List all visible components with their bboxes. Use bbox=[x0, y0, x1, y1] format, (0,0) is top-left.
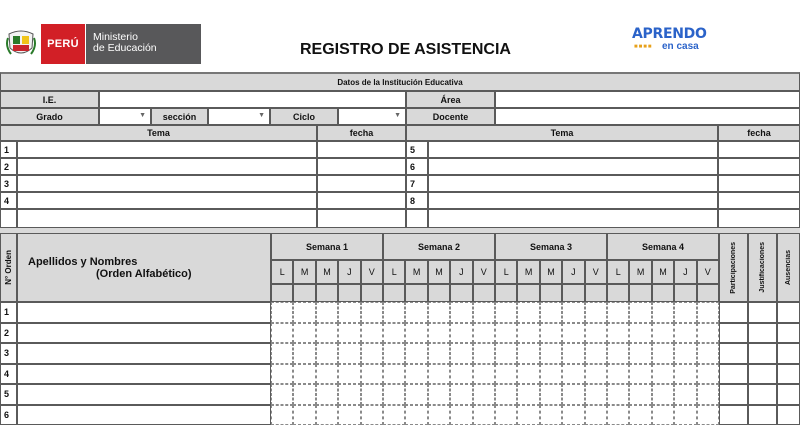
week-header: Semana 4 bbox=[607, 233, 719, 260]
attendance-cell[interactable] bbox=[361, 323, 383, 344]
attendance-cell[interactable] bbox=[697, 343, 719, 364]
attendance-cell[interactable] bbox=[271, 364, 293, 385]
attendance-cell[interactable] bbox=[585, 364, 607, 385]
day-subheader bbox=[383, 284, 405, 302]
attendance-cell[interactable] bbox=[338, 384, 360, 405]
attendance-cell[interactable] bbox=[517, 323, 539, 344]
attendance-cell[interactable] bbox=[450, 343, 472, 364]
attendance-cell[interactable] bbox=[585, 384, 607, 405]
attendance-cell[interactable] bbox=[629, 384, 651, 405]
extra-col-cell[interactable] bbox=[748, 384, 777, 405]
area-field[interactable] bbox=[495, 91, 800, 108]
attendance-cell[interactable] bbox=[540, 364, 562, 385]
attendance-cell[interactable] bbox=[629, 343, 651, 364]
names-label-2: (Orden Alfabético) bbox=[96, 267, 192, 280]
student-name-field[interactable] bbox=[17, 302, 271, 323]
attendance-cell[interactable] bbox=[607, 302, 629, 323]
topic-number-left: 4 bbox=[0, 192, 17, 209]
topic-fecha-right[interactable] bbox=[718, 209, 800, 228]
week-header: Semana 1 bbox=[271, 233, 383, 260]
attendance-cell[interactable] bbox=[271, 384, 293, 405]
topic-tema-right[interactable] bbox=[428, 175, 718, 192]
attendance-cell[interactable] bbox=[652, 364, 674, 385]
attendance-cell[interactable] bbox=[316, 364, 338, 385]
tema-header-right: Tema bbox=[406, 125, 718, 141]
topic-tema-right[interactable] bbox=[428, 141, 718, 158]
topic-fecha-right[interactable] bbox=[718, 158, 800, 175]
student-number: 4 bbox=[0, 364, 17, 385]
brand-sub: en casa bbox=[662, 41, 699, 52]
attendance-cell[interactable] bbox=[338, 302, 360, 323]
attendance-cell[interactable] bbox=[674, 302, 696, 323]
attendance-cell[interactable] bbox=[316, 302, 338, 323]
chevron-down-icon: ▼ bbox=[258, 112, 265, 119]
extra-col-cell[interactable] bbox=[777, 405, 800, 426]
attendance-cell[interactable] bbox=[495, 384, 517, 405]
day-header: M bbox=[652, 260, 674, 284]
attendance-cell[interactable] bbox=[428, 405, 450, 426]
attendance-cell[interactable] bbox=[629, 364, 651, 385]
student-name-field[interactable] bbox=[17, 364, 271, 385]
extra-col-cell[interactable] bbox=[719, 364, 748, 385]
attendance-cell[interactable] bbox=[517, 302, 539, 323]
attendance-cell[interactable] bbox=[293, 302, 315, 323]
attendance-cell[interactable] bbox=[697, 384, 719, 405]
attendance-cell[interactable] bbox=[383, 405, 405, 426]
day-header: J bbox=[338, 260, 360, 284]
extra-col-label: Ausencias bbox=[785, 249, 792, 286]
attendance-cell[interactable] bbox=[338, 405, 360, 426]
attendance-cell[interactable] bbox=[293, 323, 315, 344]
day-header: M bbox=[629, 260, 651, 284]
day-header: L bbox=[383, 260, 405, 284]
topic-number-right: 8 bbox=[406, 192, 428, 209]
day-subheader bbox=[450, 284, 472, 302]
extra-col-cell[interactable] bbox=[777, 302, 800, 323]
page-title: REGISTRO DE ASISTENCIA bbox=[300, 41, 511, 58]
attendance-cell[interactable] bbox=[517, 364, 539, 385]
attendance-cell[interactable] bbox=[383, 384, 405, 405]
attendance-cell[interactable] bbox=[316, 343, 338, 364]
docente-label: Docente bbox=[406, 108, 495, 125]
attendance-cell[interactable] bbox=[629, 323, 651, 344]
topic-fecha-left[interactable] bbox=[317, 175, 406, 192]
fecha-header-right: fecha bbox=[718, 125, 800, 141]
day-header: L bbox=[271, 260, 293, 284]
topic-number-right bbox=[406, 209, 428, 228]
attendance-cell[interactable] bbox=[562, 384, 584, 405]
attendance-cell[interactable] bbox=[361, 384, 383, 405]
attendance-cell[interactable] bbox=[473, 343, 495, 364]
attendance-cell[interactable] bbox=[495, 323, 517, 344]
student-number: 3 bbox=[0, 343, 17, 364]
fecha-header-left: fecha bbox=[317, 125, 406, 141]
attendance-cell[interactable] bbox=[562, 405, 584, 426]
attendance-cell[interactable] bbox=[361, 343, 383, 364]
ministry-label bbox=[86, 24, 201, 64]
attendance-cell[interactable] bbox=[271, 302, 293, 323]
attendance-cell[interactable] bbox=[585, 302, 607, 323]
day-subheader bbox=[697, 284, 719, 302]
day-subheader bbox=[517, 284, 539, 302]
attendance-cell[interactable] bbox=[383, 364, 405, 385]
attendance-cell[interactable] bbox=[562, 343, 584, 364]
day-header: V bbox=[361, 260, 383, 284]
extra-col-cell[interactable] bbox=[719, 323, 748, 344]
attendance-cell[interactable] bbox=[316, 405, 338, 426]
day-subheader bbox=[405, 284, 427, 302]
day-subheader bbox=[629, 284, 651, 302]
attendance-cell[interactable] bbox=[293, 384, 315, 405]
attendance-cell[interactable] bbox=[607, 343, 629, 364]
topic-number-left: 2 bbox=[0, 158, 17, 175]
attendance-cell[interactable] bbox=[540, 302, 562, 323]
extra-col-cell[interactable] bbox=[748, 343, 777, 364]
week-header: Semana 2 bbox=[383, 233, 495, 260]
day-header: M bbox=[428, 260, 450, 284]
attendance-cell[interactable] bbox=[562, 364, 584, 385]
attendance-cell[interactable] bbox=[405, 405, 427, 426]
topic-tema-right[interactable] bbox=[428, 158, 718, 175]
attendance-cell[interactable] bbox=[450, 323, 472, 344]
day-header: J bbox=[562, 260, 584, 284]
day-subheader bbox=[428, 284, 450, 302]
orden-header bbox=[0, 233, 17, 302]
attendance-cell[interactable] bbox=[562, 302, 584, 323]
topic-tema-left[interactable] bbox=[17, 192, 317, 209]
extra-col-cell[interactable] bbox=[777, 343, 800, 364]
docente-field[interactable] bbox=[495, 108, 800, 125]
day-subheader bbox=[293, 284, 315, 302]
attendance-cell[interactable] bbox=[517, 343, 539, 364]
brand-main: APRENDO bbox=[632, 26, 707, 42]
topic-fecha-right[interactable] bbox=[718, 175, 800, 192]
brand-dots: ■■■■ bbox=[634, 44, 653, 50]
attendance-cell[interactable] bbox=[495, 405, 517, 426]
attendance-cell[interactable] bbox=[495, 343, 517, 364]
attendance-cell[interactable] bbox=[405, 323, 427, 344]
day-subheader bbox=[674, 284, 696, 302]
extra-col-cell[interactable] bbox=[748, 405, 777, 426]
attendance-cell[interactable] bbox=[697, 323, 719, 344]
attendance-cell[interactable] bbox=[697, 405, 719, 426]
attendance-cell[interactable] bbox=[674, 364, 696, 385]
attendance-cell[interactable] bbox=[338, 343, 360, 364]
extra-col-cell[interactable] bbox=[719, 343, 748, 364]
extra-col-cell[interactable] bbox=[719, 302, 748, 323]
attendance-cell[interactable] bbox=[629, 302, 651, 323]
attendance-cell[interactable] bbox=[607, 323, 629, 344]
attendance-cell[interactable] bbox=[697, 302, 719, 323]
ministry-line-2: de Educación bbox=[93, 42, 157, 54]
day-subheader bbox=[585, 284, 607, 302]
attendance-cell[interactable] bbox=[361, 302, 383, 323]
attendance-cell[interactable] bbox=[428, 323, 450, 344]
attendance-cell[interactable] bbox=[585, 343, 607, 364]
aprendo-en-casa-logo bbox=[632, 26, 712, 56]
peru-label: PERÚ bbox=[41, 24, 85, 64]
ciclo-label: Ciclo bbox=[270, 108, 338, 125]
attendance-cell[interactable] bbox=[383, 302, 405, 323]
attendance-cell[interactable] bbox=[674, 405, 696, 426]
student-name-field[interactable] bbox=[17, 323, 271, 344]
day-header: M bbox=[405, 260, 427, 284]
topic-number-right: 6 bbox=[406, 158, 428, 175]
topic-tema-right[interactable] bbox=[428, 209, 718, 228]
attendance-cell[interactable] bbox=[652, 384, 674, 405]
institution-section-title: Datos de la Institución Educativa bbox=[0, 72, 800, 91]
attendance-cell[interactable] bbox=[293, 405, 315, 426]
seccion-label: sección bbox=[151, 108, 208, 125]
attendance-cell[interactable] bbox=[428, 384, 450, 405]
attendance-cell[interactable] bbox=[674, 343, 696, 364]
attendance-cell[interactable] bbox=[405, 343, 427, 364]
extra-col-header bbox=[777, 233, 800, 302]
ministry-line-1: Ministerio bbox=[93, 31, 138, 43]
attendance-cell[interactable] bbox=[652, 405, 674, 426]
topic-fecha-left[interactable] bbox=[317, 158, 406, 175]
attendance-cell[interactable] bbox=[450, 405, 472, 426]
names-label-1: Apellidos y Nombres bbox=[28, 255, 138, 268]
attendance-cell[interactable] bbox=[540, 405, 562, 426]
week-header: Semana 3 bbox=[495, 233, 607, 260]
ciclo-select[interactable] bbox=[338, 108, 406, 125]
attendance-cell[interactable] bbox=[652, 323, 674, 344]
attendance-cell[interactable] bbox=[405, 384, 427, 405]
attendance-cell[interactable] bbox=[652, 302, 674, 323]
attendance-cell[interactable] bbox=[585, 323, 607, 344]
topic-tema-left[interactable] bbox=[17, 209, 317, 228]
attendance-cell[interactable] bbox=[383, 323, 405, 344]
attendance-cell[interactable] bbox=[585, 405, 607, 426]
attendance-cell[interactable] bbox=[473, 405, 495, 426]
tema-header-left: Tema bbox=[0, 125, 317, 141]
student-name-field[interactable] bbox=[17, 343, 271, 364]
attendance-cell[interactable] bbox=[405, 364, 427, 385]
attendance-cell[interactable] bbox=[271, 343, 293, 364]
attendance-cell[interactable] bbox=[697, 364, 719, 385]
minedu-logo bbox=[5, 24, 201, 64]
day-header: L bbox=[607, 260, 629, 284]
student-number: 1 bbox=[0, 302, 17, 323]
day-header: J bbox=[674, 260, 696, 284]
attendance-cell[interactable] bbox=[607, 405, 629, 426]
ie-label: I.E. bbox=[0, 91, 99, 108]
attendance-cell[interactable] bbox=[652, 343, 674, 364]
extra-col-cell[interactable] bbox=[748, 364, 777, 385]
ie-field[interactable] bbox=[99, 91, 406, 108]
topic-fecha-left[interactable] bbox=[317, 141, 406, 158]
topic-tema-left[interactable] bbox=[17, 141, 317, 158]
attendance-cell[interactable] bbox=[607, 364, 629, 385]
day-header: M bbox=[293, 260, 315, 284]
attendance-cell[interactable] bbox=[450, 364, 472, 385]
topic-number-left: 1 bbox=[0, 141, 17, 158]
topic-fecha-left[interactable] bbox=[317, 192, 406, 209]
topic-tema-left[interactable] bbox=[17, 175, 317, 192]
day-subheader bbox=[562, 284, 584, 302]
chevron-down-icon: ▼ bbox=[394, 112, 401, 119]
chevron-down-icon: ▼ bbox=[139, 112, 146, 119]
attendance-cell[interactable] bbox=[271, 405, 293, 426]
attendance-cell[interactable] bbox=[540, 323, 562, 344]
topic-fecha-right[interactable] bbox=[718, 192, 800, 209]
attendance-cell[interactable] bbox=[428, 364, 450, 385]
attendance-cell[interactable] bbox=[674, 384, 696, 405]
day-header: V bbox=[697, 260, 719, 284]
topic-number-right: 7 bbox=[406, 175, 428, 192]
attendance-cell[interactable] bbox=[629, 405, 651, 426]
page-header bbox=[0, 0, 800, 72]
attendance-cell[interactable] bbox=[495, 302, 517, 323]
seccion-select[interactable] bbox=[208, 108, 270, 125]
attendance-cell[interactable] bbox=[428, 302, 450, 323]
extra-col-cell[interactable] bbox=[748, 302, 777, 323]
day-subheader bbox=[495, 284, 517, 302]
extra-col-label: Justificaciones bbox=[759, 242, 766, 293]
attendance-cell[interactable] bbox=[293, 364, 315, 385]
attendance-cell[interactable] bbox=[271, 323, 293, 344]
student-number: 6 bbox=[0, 405, 17, 426]
attendance-cell[interactable] bbox=[562, 323, 584, 344]
day-header: M bbox=[540, 260, 562, 284]
attendance-cell[interactable] bbox=[473, 302, 495, 323]
topic-number-left: 3 bbox=[0, 175, 17, 192]
attendance-cell[interactable] bbox=[607, 384, 629, 405]
attendance-cell[interactable] bbox=[495, 364, 517, 385]
day-header: V bbox=[473, 260, 495, 284]
day-subheader bbox=[540, 284, 562, 302]
day-subheader bbox=[473, 284, 495, 302]
attendance-cell[interactable] bbox=[540, 384, 562, 405]
day-subheader bbox=[316, 284, 338, 302]
student-number: 2 bbox=[0, 323, 17, 344]
attendance-cell[interactable] bbox=[540, 343, 562, 364]
day-subheader bbox=[271, 284, 293, 302]
attendance-cell[interactable] bbox=[473, 323, 495, 344]
attendance-cell[interactable] bbox=[674, 323, 696, 344]
attendance-cell[interactable] bbox=[338, 364, 360, 385]
topic-fecha-left[interactable] bbox=[317, 209, 406, 228]
topic-tema-left[interactable] bbox=[17, 158, 317, 175]
attendance-cell[interactable] bbox=[517, 384, 539, 405]
student-number: 5 bbox=[0, 384, 17, 405]
attendance-cell[interactable] bbox=[361, 364, 383, 385]
day-subheader bbox=[652, 284, 674, 302]
topic-number-left bbox=[0, 209, 17, 228]
day-subheader bbox=[361, 284, 383, 302]
day-header: L bbox=[495, 260, 517, 284]
extra-col-cell[interactable] bbox=[719, 405, 748, 426]
attendance-cell[interactable] bbox=[383, 343, 405, 364]
extra-col-header bbox=[748, 233, 777, 302]
attendance-cell[interactable] bbox=[517, 405, 539, 426]
student-name-field[interactable] bbox=[17, 405, 271, 426]
grado-label: Grado bbox=[0, 108, 99, 125]
attendance-cell[interactable] bbox=[473, 364, 495, 385]
attendance-cell[interactable] bbox=[316, 384, 338, 405]
attendance-cell[interactable] bbox=[473, 384, 495, 405]
extra-col-cell[interactable] bbox=[777, 384, 800, 405]
attendance-cell[interactable] bbox=[316, 323, 338, 344]
orden-label: N° Orden bbox=[4, 250, 13, 285]
attendance-cell[interactable] bbox=[293, 343, 315, 364]
attendance-cell[interactable] bbox=[405, 302, 427, 323]
extra-col-cell[interactable] bbox=[777, 323, 800, 344]
coat-of-arms-icon bbox=[5, 28, 37, 60]
topic-number-right: 5 bbox=[406, 141, 428, 158]
extra-col-cell[interactable] bbox=[748, 323, 777, 344]
topic-fecha-right[interactable] bbox=[718, 141, 800, 158]
attendance-cell[interactable] bbox=[428, 343, 450, 364]
grado-select[interactable] bbox=[99, 108, 151, 125]
names-header bbox=[17, 233, 271, 302]
extra-col-cell[interactable] bbox=[777, 364, 800, 385]
extra-col-header bbox=[719, 233, 748, 302]
day-header: M bbox=[517, 260, 539, 284]
student-name-field[interactable] bbox=[17, 384, 271, 405]
attendance-cell[interactable] bbox=[450, 384, 472, 405]
day-subheader bbox=[607, 284, 629, 302]
day-subheader bbox=[338, 284, 360, 302]
day-header: J bbox=[450, 260, 472, 284]
attendance-cell[interactable] bbox=[338, 323, 360, 344]
area-label: Área bbox=[406, 91, 495, 108]
extra-col-label: Participaciones bbox=[730, 241, 737, 294]
attendance-cell[interactable] bbox=[450, 302, 472, 323]
extra-col-cell[interactable] bbox=[719, 384, 748, 405]
day-header: V bbox=[585, 260, 607, 284]
day-header: M bbox=[316, 260, 338, 284]
topic-tema-right[interactable] bbox=[428, 192, 718, 209]
attendance-cell[interactable] bbox=[361, 405, 383, 426]
